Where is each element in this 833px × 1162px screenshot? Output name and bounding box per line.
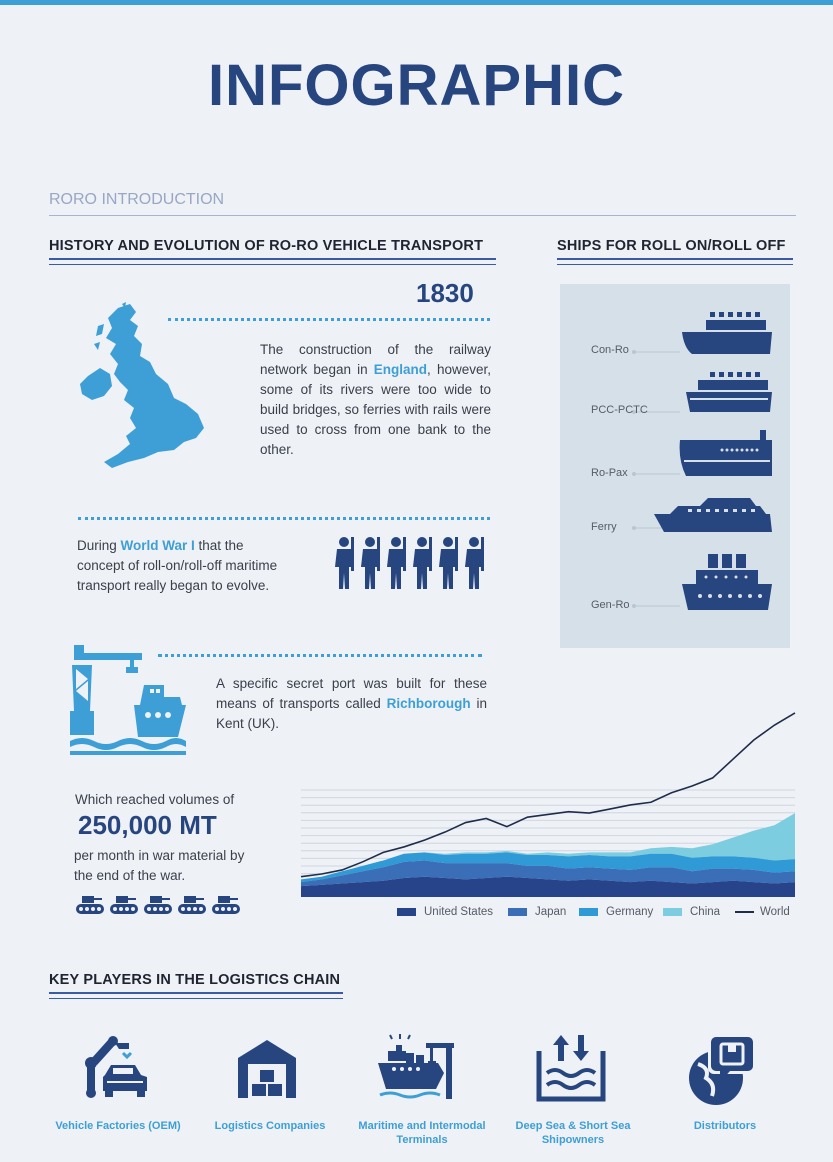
- history-heading-underline: [49, 258, 496, 265]
- legend-china: China: [663, 906, 720, 918]
- ship-label-con-ro: Con-Ro: [591, 344, 629, 356]
- top-accent-bar: [0, 0, 833, 5]
- warehouse-icon: [238, 1040, 296, 1098]
- page-title: INFOGRAPHIC: [208, 53, 625, 118]
- soldier-figure: [361, 537, 380, 589]
- legend-swatch-china: [663, 908, 682, 916]
- section-intro-label: RORO INTRODUCTION: [49, 191, 225, 208]
- ro-pax-ship-icon: [680, 430, 772, 476]
- legend-united-states: United States: [397, 906, 493, 918]
- ship-lines: [560, 284, 790, 648]
- soldiers-icon: [334, 535, 488, 591]
- key-players-heading-underline: [49, 992, 343, 999]
- con-ro-ship-icon: [682, 312, 772, 354]
- uk-map-icon: [78, 304, 208, 470]
- year-1830: 1830: [416, 278, 474, 308]
- sea-arrows-icon: [537, 1035, 605, 1101]
- history-paragraph-1: The construction of the railway network began in England, however, some of its rivers were too wide to build bridges, so ferries with rails were used to cross from one bank to the other.: [260, 342, 491, 457]
- tanks-icon: [76, 894, 242, 918]
- section-divider: [49, 215, 796, 216]
- volume-value: 250,000 MT: [78, 810, 217, 840]
- robot-arm-car-icon: [83, 1035, 149, 1101]
- gen-ro-ship-icon: [682, 554, 772, 610]
- ships-heading: SHIPS FOR ROLL ON/ROLL OFF: [557, 238, 786, 254]
- soldier-figure: [387, 537, 406, 589]
- key-player-label-logistics: Logistics Companies: [214, 1120, 326, 1132]
- soldier-figure: [413, 537, 432, 589]
- soldier-figure: [439, 537, 458, 589]
- legend-world: World: [735, 906, 790, 918]
- key-player-label-terminals: Maritime and Intermodal Terminals: [358, 1120, 486, 1146]
- legend-swatch-united-states: [397, 908, 416, 916]
- soldier-figure: [465, 537, 484, 589]
- maritime-terminal-icon: [378, 1037, 458, 1101]
- ship-label-gen-ro: Gen-Ro: [591, 599, 630, 611]
- ship-label-pcc-pctc: PCC-PCTC: [591, 404, 648, 416]
- history-heading: HISTORY AND EVOLUTION OF RO-RO VEHICLE TRANSPORT: [49, 238, 484, 254]
- key-player-label-distributors: Distributors: [693, 1120, 757, 1132]
- soldier-figure: [335, 537, 354, 589]
- legend-line-world: [735, 911, 754, 913]
- tank-figure: [110, 896, 138, 914]
- key-player-label-shipowners: Deep Sea & Short Sea Shipowners: [515, 1120, 631, 1146]
- volume-post-text: per month in war material by the end of the war.: [74, 848, 245, 883]
- ship-label-ro-pax: Ro-Pax: [591, 467, 628, 479]
- dotted-divider-2: [78, 517, 490, 520]
- ships-heading-underline: [557, 258, 793, 265]
- tank-figure: [76, 896, 104, 914]
- legend-japan: Japan: [508, 906, 566, 918]
- volume-pre-text: Which reached volumes of: [75, 792, 235, 807]
- tank-figure: [178, 896, 206, 914]
- history-paragraph-3: A specific secret port was built for these means of transports called Richborough in Kent (UK).: [216, 676, 487, 731]
- port-crane-ship-icon: [70, 645, 186, 757]
- key-player-label-oem: Vehicle Factories (OEM): [55, 1120, 181, 1132]
- legend-swatch-japan: [508, 908, 527, 916]
- key-players-heading: KEY PLAYERS IN THE LOGISTICS CHAIN: [49, 972, 341, 988]
- tank-figure: [144, 896, 172, 914]
- history-paragraph-2: During World War I that the concept of roll-on/roll-off maritime transport really began to evolve.: [77, 538, 278, 593]
- dotted-divider-1: [168, 318, 490, 321]
- roro-volume-chart: [301, 690, 795, 900]
- globe-package-icon: [688, 1034, 758, 1106]
- legend-swatch-germany: [579, 908, 598, 916]
- pcc-pctc-ship-icon: [686, 372, 772, 412]
- dotted-divider-3: [158, 654, 482, 657]
- ferry-ship-icon: [654, 498, 772, 532]
- legend-germany: Germany: [579, 906, 653, 918]
- tank-figure: [212, 896, 240, 914]
- ship-label-ferry: Ferry: [591, 521, 617, 533]
